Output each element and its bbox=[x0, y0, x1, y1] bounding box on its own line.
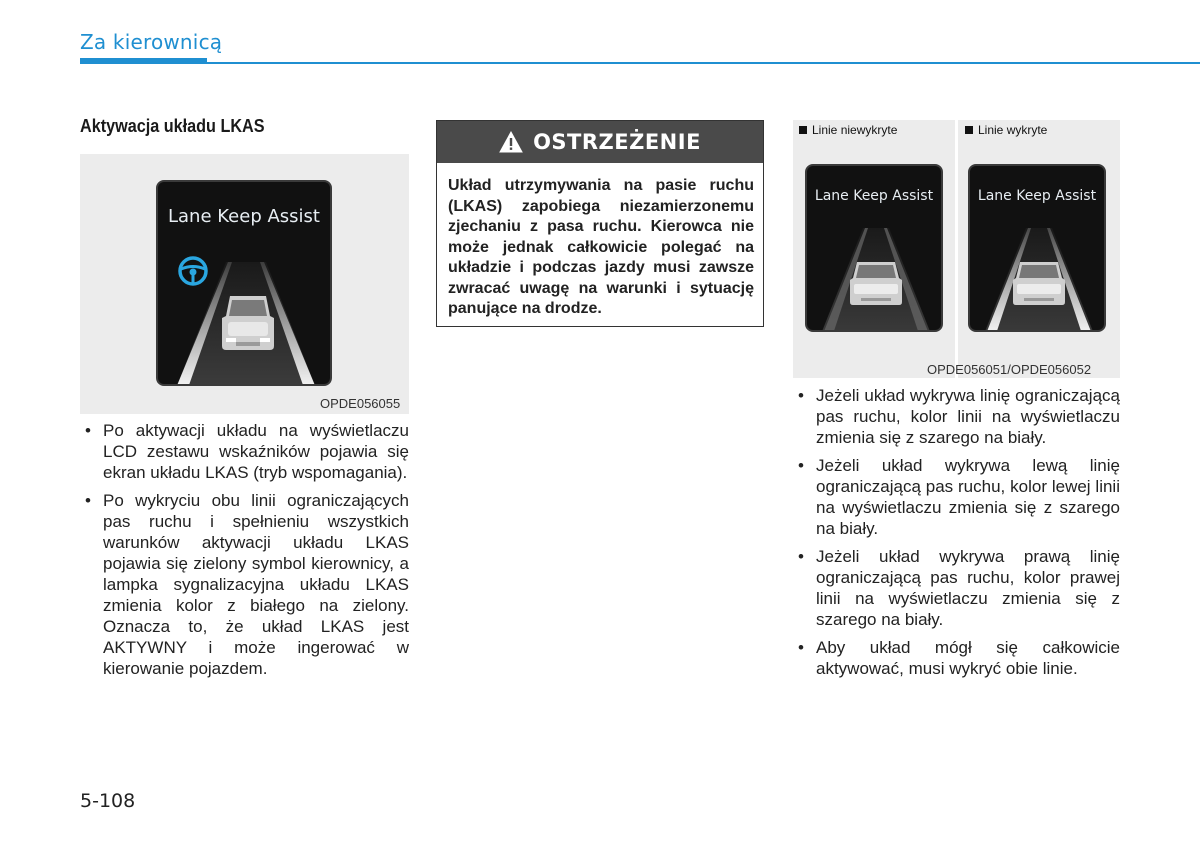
figure-code: OPDE056051/OPDE056052 bbox=[927, 362, 1092, 377]
cluster-display bbox=[156, 180, 332, 386]
screen-title: Lane Keep Assist bbox=[814, 188, 934, 204]
figure-divider bbox=[955, 120, 958, 378]
cluster-display-undetected bbox=[805, 164, 943, 332]
section-title: Aktywacja układu LKAS bbox=[80, 116, 265, 136]
list-item: • Po wykryciu obu linii ograniczających pas ruchu i spełnieniu wszystkich warunków aktywacji układu LKAS pojawia się zielony symbol kierownicy, a lampka sygnalizacyjna układu LKAS zmienia kolor z białego na zielony. Oznacza to, że układ LKAS jest AKTYWNY i może ingerować w kierowanie pojazdem. bbox=[80, 490, 409, 679]
figure-code: OPDE056055 bbox=[320, 396, 401, 411]
car-icon bbox=[1013, 262, 1065, 305]
section-header-title: Za kierownicą bbox=[80, 30, 223, 54]
car-icon bbox=[218, 290, 278, 354]
lane-detection-figure bbox=[793, 120, 1120, 378]
label-lines-undetected: Linie niewykryte bbox=[799, 123, 897, 137]
page-number: 5-108 bbox=[80, 790, 136, 812]
warning-title: OSTRZEŻENIE bbox=[533, 130, 701, 154]
left-bullet-list bbox=[80, 420, 409, 686]
list-item: • Jeżeli układ wykrywa prawą linię ograniczającą pas ruchu, kolor prawej linii na wyświetlaczu zmienia się z szarego na biały. bbox=[793, 546, 1120, 630]
warning-text: Układ utrzymywania na pasie ruchu (LKAS) zapobiega niezamierzonemu zjechaniu z pasa ruchu. Kierowca nie może jednak całkowicie polegać na układzie i podczas jazdy musi zawsze zwracać uwagę na warunki i sytuację panujące na drodze. bbox=[448, 177, 754, 317]
header-accent-bar bbox=[80, 58, 207, 64]
square-bullet-icon bbox=[965, 126, 973, 134]
lane-road-graphic bbox=[970, 166, 1106, 332]
cluster-display-detected bbox=[968, 164, 1106, 332]
square-bullet-icon bbox=[799, 126, 807, 134]
warning-box bbox=[436, 120, 764, 327]
list-item: • Jeżeli układ wykrywa lewą linię ograniczającą pas ruchu, kolor lewej linii na wyświetlaczu zmienia się z szarego na biały. bbox=[793, 455, 1120, 539]
list-item: • Aby układ mógł się całkowicie aktywować, musi wykryć obie linie. bbox=[793, 637, 1120, 679]
steering-wheel-icon bbox=[176, 254, 210, 288]
header-rule bbox=[80, 62, 1200, 64]
car-icon bbox=[850, 262, 902, 305]
screen-title: Lane Keep Assist bbox=[168, 206, 320, 227]
list-item: • Po aktywacji układu na wyświetlaczu LCD zestawu wskaźników pojawia się ekran układu LKAS (tryb wspomagania). bbox=[80, 420, 409, 483]
warning-header bbox=[437, 121, 763, 163]
lane-road-graphic bbox=[807, 166, 943, 332]
label-lines-detected: Linie wykryte bbox=[965, 123, 1047, 137]
right-bullet-list bbox=[793, 385, 1120, 686]
warning-triangle-icon bbox=[499, 131, 523, 153]
screen-title: Lane Keep Assist bbox=[977, 188, 1097, 204]
lkas-activation-figure bbox=[80, 154, 409, 414]
list-item: • Jeżeli układ wykrywa linię ograniczającą pas ruchu, kolor linii na wyświetlaczu zmienia się z szarego na biały. bbox=[793, 385, 1120, 448]
